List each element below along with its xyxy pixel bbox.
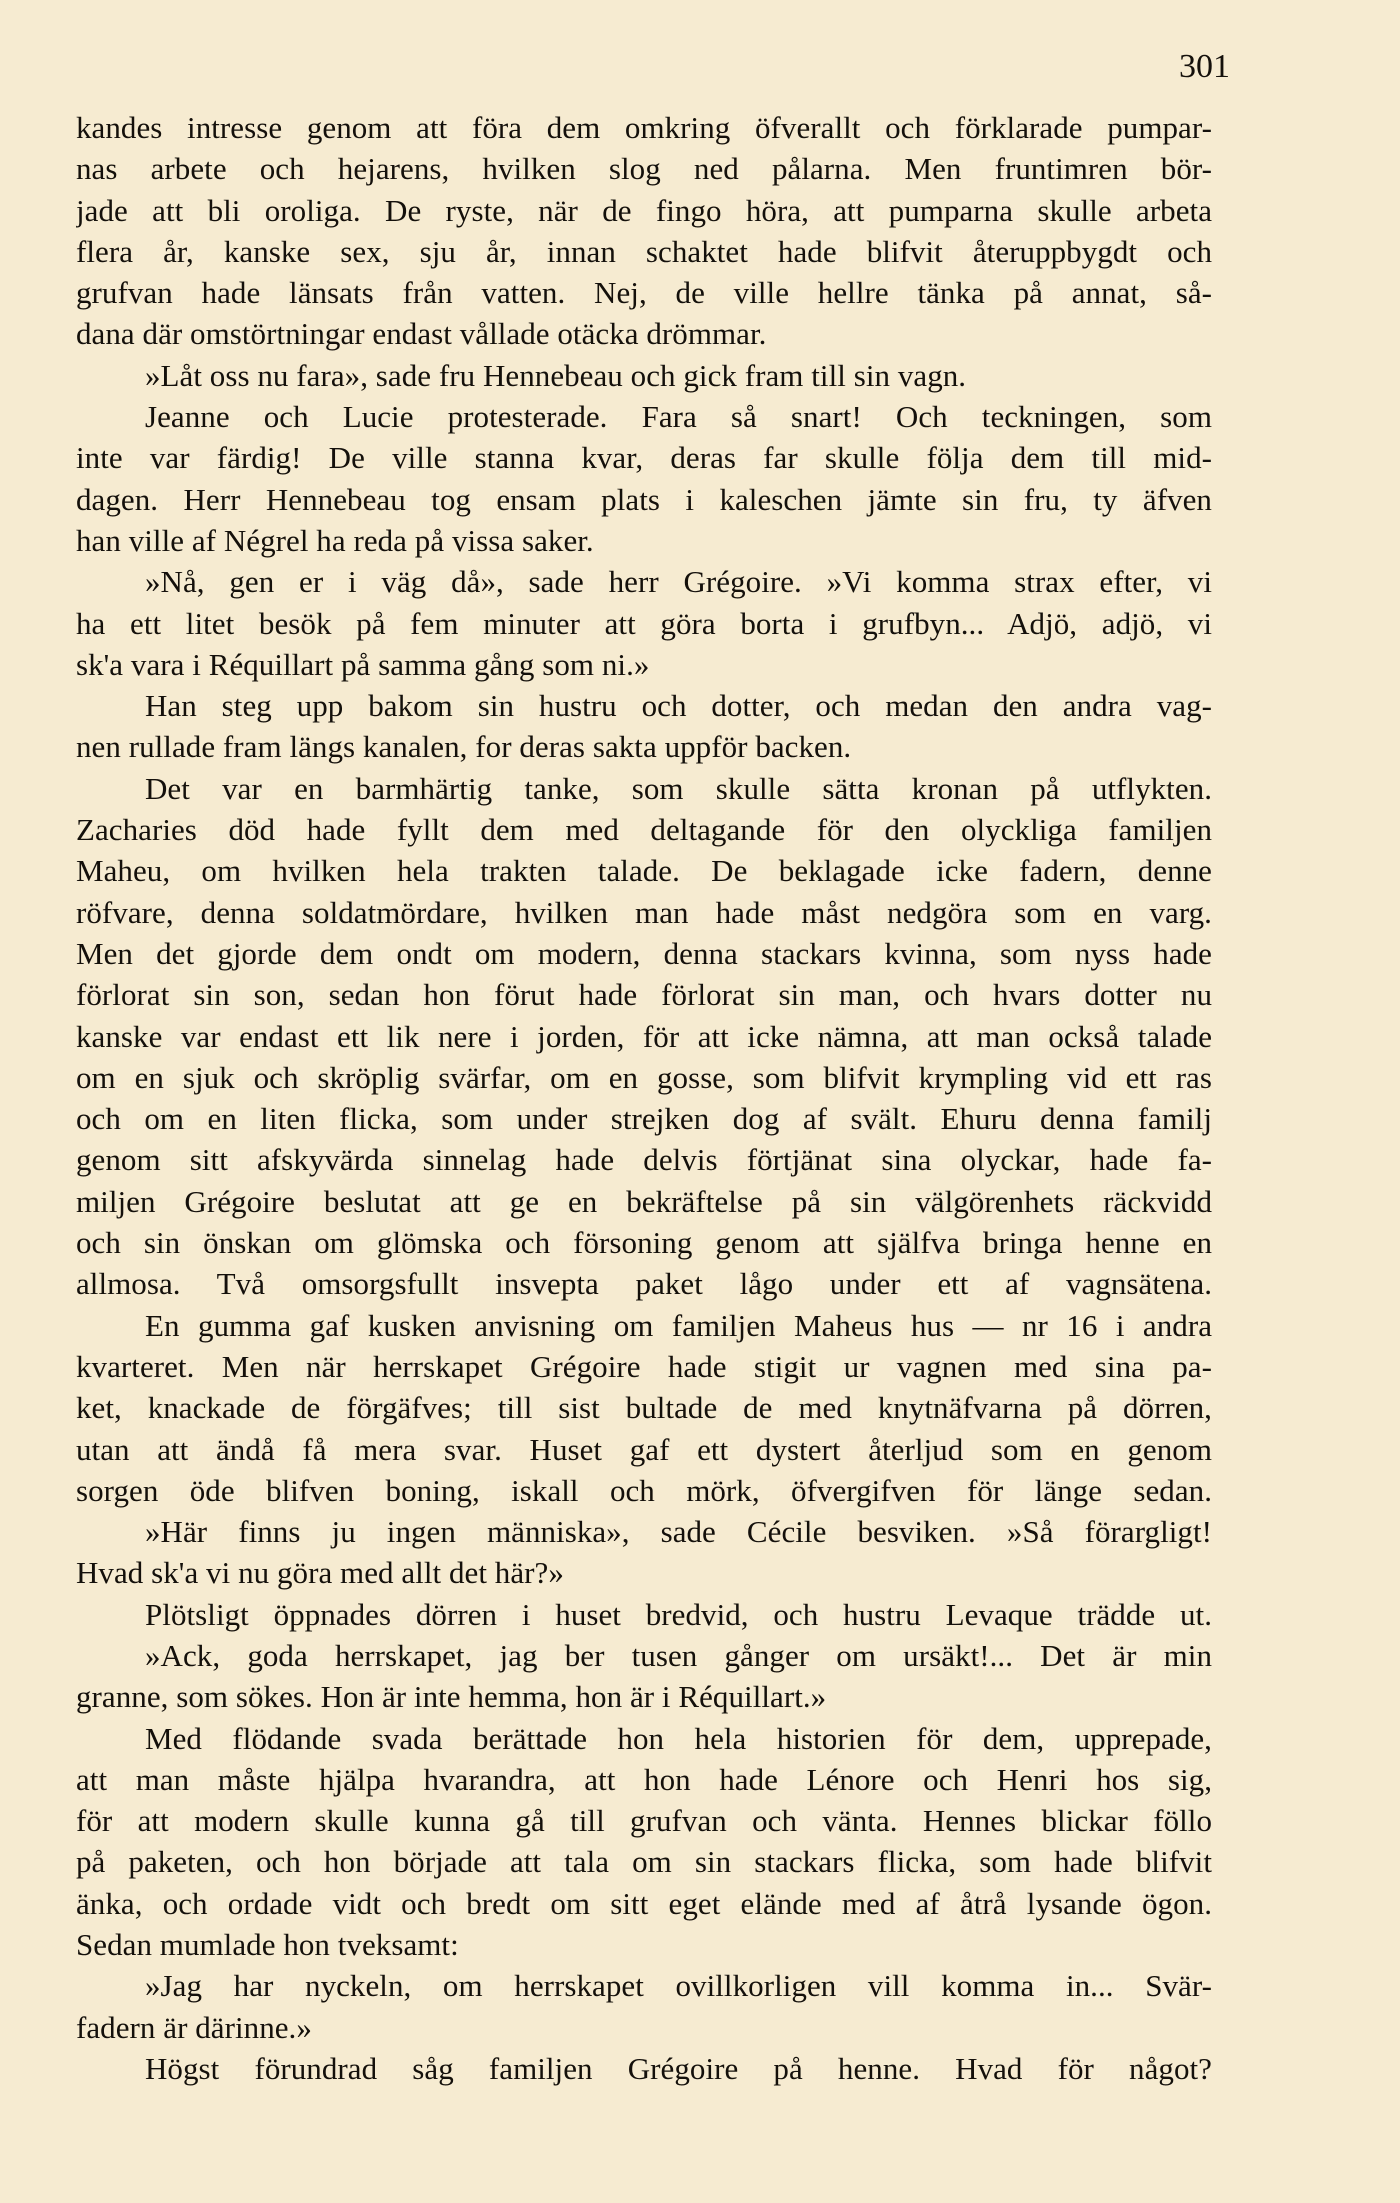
text-line: dana där omstörtningar endast vållade otäcka drömmar. bbox=[76, 316, 767, 352]
text-line: Men det gjorde dem ondt om modern, denna stackars kvinna, som nyss hade bbox=[76, 935, 1212, 971]
text-line: Plötsligt öppnades dörren i huset bredvid, och hustru Levaque trädde ut. bbox=[145, 1596, 1212, 1632]
text-line: Sedan mumlade hon tveksamt: bbox=[76, 1927, 459, 1963]
text-line: röfvare, denna soldatmördare, hvilken man hade måst nedgöra som en varg. bbox=[76, 894, 1212, 930]
page-number: 301 bbox=[1179, 48, 1230, 85]
text-line: om en sjuk och skröplig svärfar, om en gosse, som blifvit krympling vid ett ras bbox=[76, 1059, 1212, 1095]
text-line: kanske var endast ett lik nere i jorden, för att icke nämna, att man också talade bbox=[76, 1018, 1212, 1054]
text-line: och sin önskan om glömska och försoning genom att själfva bringa henne en bbox=[76, 1225, 1212, 1261]
text-line: förlorat sin son, sedan hon förut hade förlorat sin man, och hvars dotter nu bbox=[76, 977, 1212, 1013]
text-line: Jeanne och Lucie protesterade. Fara så snart! Och teckningen, som bbox=[145, 399, 1212, 435]
text-line: Maheu, om hvilken hela trakten talade. De beklagade icke fadern, denne bbox=[76, 853, 1212, 889]
text-line: fadern är därinne.» bbox=[76, 2009, 312, 2045]
text-line: för att modern skulle kunna gå till grufvan och vänta. Hennes blickar föllo bbox=[76, 1803, 1212, 1839]
text-line: grufvan hade länsats från vatten. Nej, de ville hellre tänka på annat, så- bbox=[76, 275, 1212, 311]
text-line: miljen Grégoire beslutat att ge en bekräftelse på sin välgörenhets räckvidd bbox=[76, 1183, 1212, 1219]
text-line: genom sitt afskyvärda sinnelag hade delvis förtjänat sina olyckar, hade fa- bbox=[76, 1142, 1212, 1178]
text-line: dagen. Herr Hennebeau tog ensam plats i kaleschen jämte sin fru, ty äfven bbox=[76, 481, 1212, 517]
body-text bbox=[76, 107, 1212, 2089]
text-line: Han steg upp bakom sin hustru och dotter, och medan den andra vag- bbox=[145, 688, 1212, 724]
text-line: ha ett litet besök på fem minuter att göra borta i grufbyn... Adjö, adjö, vi bbox=[76, 605, 1212, 641]
text-line: »Låt oss nu fara», sade fru Hennebeau och gick fram till sin vagn. bbox=[145, 357, 967, 393]
text-line: allmosa. Två omsorgsfullt insvepta paket lågo under ett af vagnsätena. bbox=[76, 1266, 1212, 1302]
text-line: granne, som sökes. Hon är inte hemma, hon är i Réquillart.» bbox=[76, 1679, 827, 1715]
text-line: att man måste hjälpa hvarandra, att hon hade Lénore och Henri hos sig, bbox=[76, 1761, 1212, 1797]
text-line: jade att bli oroliga. De ryste, när de fingo höra, att pumparna skulle arbeta bbox=[76, 192, 1212, 228]
text-line: på paketen, och hon började att tala om sin stackars flicka, som hade blifvit bbox=[76, 1844, 1212, 1880]
text-line: Hvad sk'a vi nu göra med allt det här?» bbox=[76, 1555, 564, 1591]
text-line: Zacharies död hade fyllt dem med deltagande för den olyckliga familjen bbox=[76, 812, 1212, 848]
text-line: sorgen öde blifven boning, iskall och mörk, öfvergifven för länge sedan. bbox=[76, 1472, 1212, 1508]
text-line: Med flödande svada berättade hon hela historien för dem, upprepade, bbox=[145, 1720, 1212, 1756]
text-line: En gumma gaf kusken anvisning om familjen Maheus hus — nr 16 i andra bbox=[145, 1307, 1212, 1343]
text-line: inte var färdig! De ville stanna kvar, deras far skulle följa dem till mid- bbox=[76, 440, 1212, 476]
text-line: änka, och ordade vidt och bredt om sitt eget elände med af åtrå lysande ögon. bbox=[76, 1885, 1212, 1921]
text-line: »Jag har nyckeln, om herrskapet ovillkorligen vill komma in... Svär- bbox=[145, 1968, 1212, 2004]
text-line: Det var en barmhärtig tanke, som skulle sätta kronan på utflykten. bbox=[145, 770, 1212, 806]
text-line: kandes intresse genom att föra dem omkring öfverallt och förklarade pumpar- bbox=[76, 110, 1212, 145]
text-line: »Ack, goda herrskapet, jag ber tusen gånger om ursäkt!... Det är min bbox=[145, 1637, 1212, 1673]
text-line: »Nå, gen er i väg då», sade herr Grégoire. »Vi komma strax efter, vi bbox=[145, 564, 1212, 600]
text-line: nas arbete och hejarens, hvilken slog ned pålarna. Men fruntimren bör- bbox=[76, 151, 1212, 187]
text-line: och om en liten flicka, som under strejken dog af svält. Ehuru denna familj bbox=[76, 1101, 1212, 1137]
text-line: ket, knackade de förgäfves; till sist bultade de med knytnäfvarna på dörren, bbox=[76, 1390, 1212, 1426]
text-line: nen rullade fram längs kanalen, for deras sakta uppför backen. bbox=[76, 729, 852, 765]
text-line: »Här finns ju ingen människa», sade Cécile besviken. »Så förargligt! bbox=[145, 1514, 1212, 1550]
text-line: Högst förundrad såg familjen Grégoire på henne. Hvad för något? bbox=[145, 2050, 1212, 2086]
text-line: utan att ändå få mera svar. Huset gaf ett dystert återljud som en genom bbox=[76, 1431, 1212, 1467]
text-line: han ville af Négrel ha reda på vissa saker. bbox=[76, 522, 594, 558]
text-line: kvarteret. Men när herrskapet Grégoire hade stigit ur vagnen med sina pa- bbox=[76, 1348, 1212, 1384]
text-line: flera år, kanske sex, sju år, innan schaktet hade blifvit återuppbygdt och bbox=[76, 233, 1212, 269]
text-line: sk'a vara i Réquillart på samma gång som ni.» bbox=[76, 646, 650, 682]
